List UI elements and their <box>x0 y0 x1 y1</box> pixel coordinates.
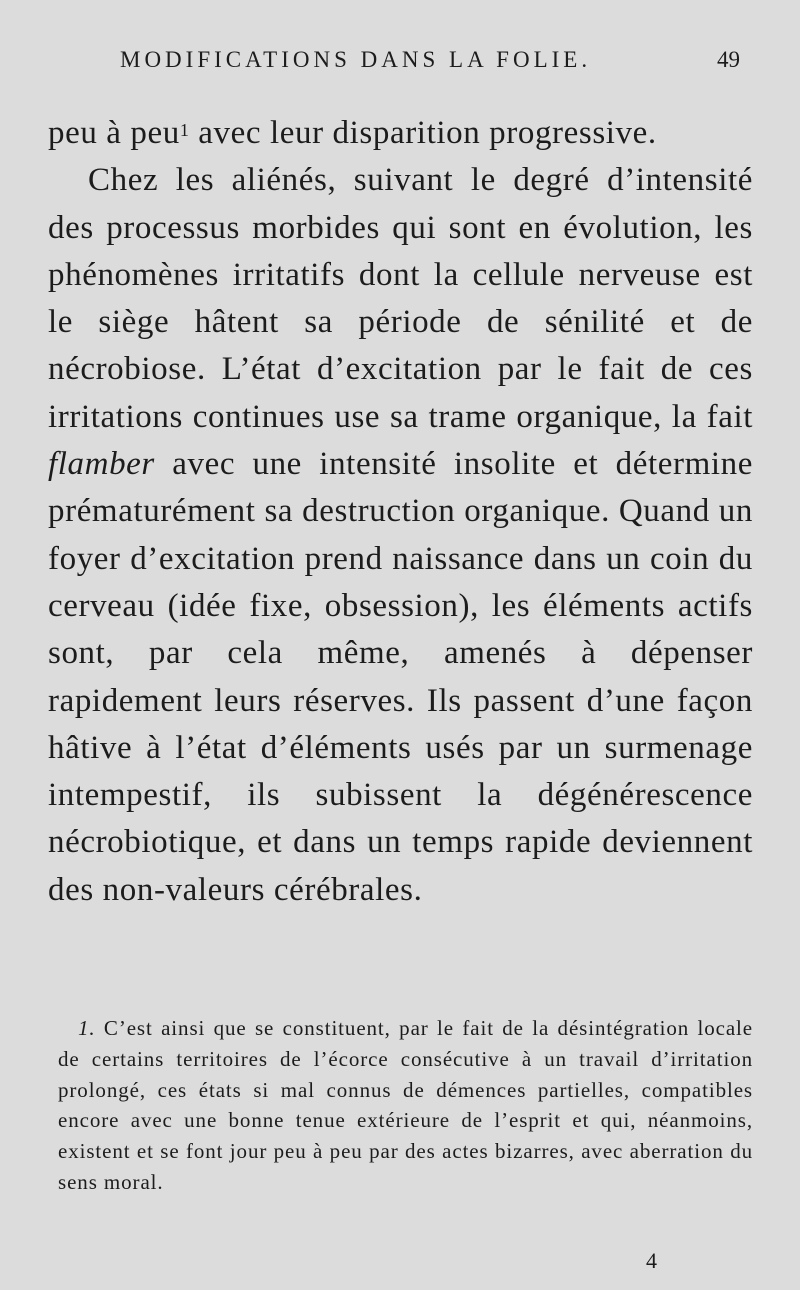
paragraph-text-start: Chez les aliénés, suivant le degré d’intensité des processus morbides qui sont en évolution, les phénomènes irritatifs dont la cellule nerveuse est le siège hâtent sa période de sénilité et de nécrobiose. L’état d’excitation par le fait de ces irritations continues use sa trame organique, la fait <box>48 162 753 435</box>
footnote-number: 1. <box>78 1016 96 1040</box>
page-number: 49 <box>717 47 740 72</box>
continuation-line <box>48 110 753 157</box>
footnote-text: C’est ainsi que se constituent, par le fait de la désintégration locale de certains territoires de l’écorce consécutive à un travail d’irritation prolongé, ces états si mal connus de démences partielles, compatibles encore avec une bonne tenue extérieure de l’esprit et qui, néanmoins, existent et se font jour peu à peu par des actes bizarres, avec aberration du sens moral. <box>58 1016 753 1194</box>
signature-mark: 4 <box>646 1248 657 1273</box>
body-text <box>48 110 753 914</box>
running-title: MODIFICATIONS DANS LA FOLIE. <box>120 47 592 72</box>
footnote-paragraph <box>58 1013 753 1198</box>
page-header <box>120 40 770 80</box>
paragraph <box>48 157 753 914</box>
continuation-text: peu à peu <box>48 115 180 151</box>
italic-word: flamber <box>48 446 155 483</box>
footnote-reference: 1 <box>179 120 190 140</box>
continuation-text-end: avec leur disparition progressive. <box>189 115 657 151</box>
footnote <box>58 1013 753 1198</box>
paragraph-text-end: avec une intensité insolite et détermine prématurément sa destruction organique. Quand un foyer d’excitation prend naissance dans un coin du cerveau (idée fixe, obsession), les éléments actifs sont, par cela même, amenés à dépenser rapidement leurs réserves. Ils passent d’une façon hâtive à l’état d’éléments usés par un surmenage intempestif, ils subissent la dégénérescence nécrobiotique, et dans un temps rapide deviennent des non-valeurs cérébrales. <box>48 446 753 908</box>
